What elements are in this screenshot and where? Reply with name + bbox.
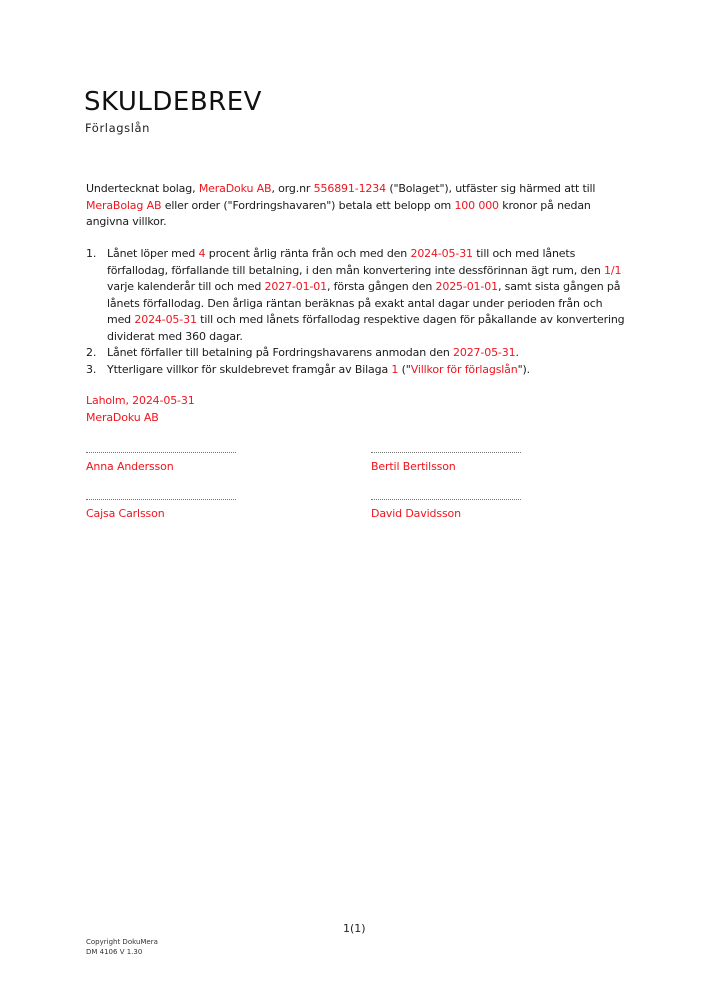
intro-text: ("Bolaget"), utfäster sig härmed att till (385, 182, 596, 195)
intro-paragraph (86, 181, 626, 231)
signatory-name: David Davidsson (371, 507, 461, 520)
version-text: DM 4106 V 1.30 (86, 948, 143, 956)
interest-rate: 4 (198, 247, 206, 260)
loan-amount: 100 000 (454, 198, 499, 212)
start-date: 2024-05-31 (410, 247, 473, 260)
term-number: 1. (86, 247, 97, 260)
appendix-number: 1 (391, 362, 399, 376)
document-subtitle: Förlagslån (85, 121, 151, 135)
creditor-company: MeraBolag AB (86, 198, 162, 212)
signatory-name: Bertil Bertilsson (371, 460, 456, 473)
signature-line[interactable] (86, 499, 236, 501)
signatory-name: Cajsa Carlsson (86, 507, 165, 520)
term-text (107, 246, 626, 345)
signing-block (86, 393, 195, 426)
pay-day: 1/1 (604, 263, 622, 277)
terms-list (86, 246, 626, 378)
term-text-part: "). (517, 362, 530, 376)
term-text-part: Lånet löper med (107, 247, 199, 260)
signature-line[interactable] (371, 499, 521, 501)
signatory-name: Anna Andersson (86, 460, 174, 473)
term-item (86, 246, 626, 345)
footer (86, 937, 158, 957)
last-pay-date: 2027-01-01 (264, 280, 327, 293)
term-text-part: Ytterligare villkor för skuldebrevet framgår av Bilaga (107, 362, 392, 376)
term-text-part: . (515, 346, 519, 359)
signature-field (371, 452, 521, 473)
term-text (107, 362, 626, 379)
intro-text: eller order ("Fordringshavaren") betala ett belopp om (161, 198, 455, 212)
term-text-part: (" (398, 362, 411, 376)
signature-field (371, 499, 521, 520)
signing-company: MeraDoku AB (86, 410, 159, 424)
term-text-part: till och med lånets förfallodag, förfallande till betalning, i den mån konvertering inte dessförinnan ägt rum, den (107, 247, 605, 277)
term-text-part: varje kalenderår till och med (107, 280, 265, 293)
signature-line[interactable] (86, 452, 236, 454)
first-pay-date: 2025-01-01 (435, 280, 498, 293)
due-date: 2027-05-31 (453, 346, 516, 359)
org-number: 556891-1234 (313, 182, 386, 195)
term-item (86, 345, 626, 362)
term-number: 2. (86, 346, 97, 359)
document-title: SKULDEBREV (84, 87, 262, 117)
period-start-date: 2024-05-31 (134, 313, 197, 326)
signature-field (86, 452, 236, 473)
intro-text: Undertecknat bolag, (86, 182, 199, 195)
signature-line[interactable] (371, 452, 521, 454)
intro-text: , org.nr (271, 182, 314, 195)
term-text-part: procent årlig ränta från och med den (205, 247, 411, 260)
term-text-part: , samt sista gången på lånets förfallodag. Den årliga räntan beräknas på exakt antal dagar under perioden från och med (107, 280, 621, 326)
term-text (107, 345, 626, 362)
signature-field (86, 499, 236, 520)
term-text-part: , första gången den (326, 280, 436, 293)
term-text-part: till och med lånets förfallodag respektive dagen för påkallande av konvertering dividerat med 360 dagar. (107, 313, 625, 343)
copyright-text: Copyright DokuMera (86, 938, 158, 946)
term-text-part: Lånet förfaller till betalning på Fordringshavarens anmodan den (107, 346, 454, 359)
intro-text: kronor på nedan angivna villkor. (86, 198, 591, 228)
appendix-title: Villkor för förlagslån (410, 362, 518, 376)
page-number: 1(1) (343, 922, 366, 935)
term-number: 3. (86, 362, 97, 376)
term-item (86, 362, 626, 379)
debtor-company: MeraDoku AB (198, 182, 272, 195)
place-date: Laholm, 2024-05-31 (86, 394, 195, 407)
